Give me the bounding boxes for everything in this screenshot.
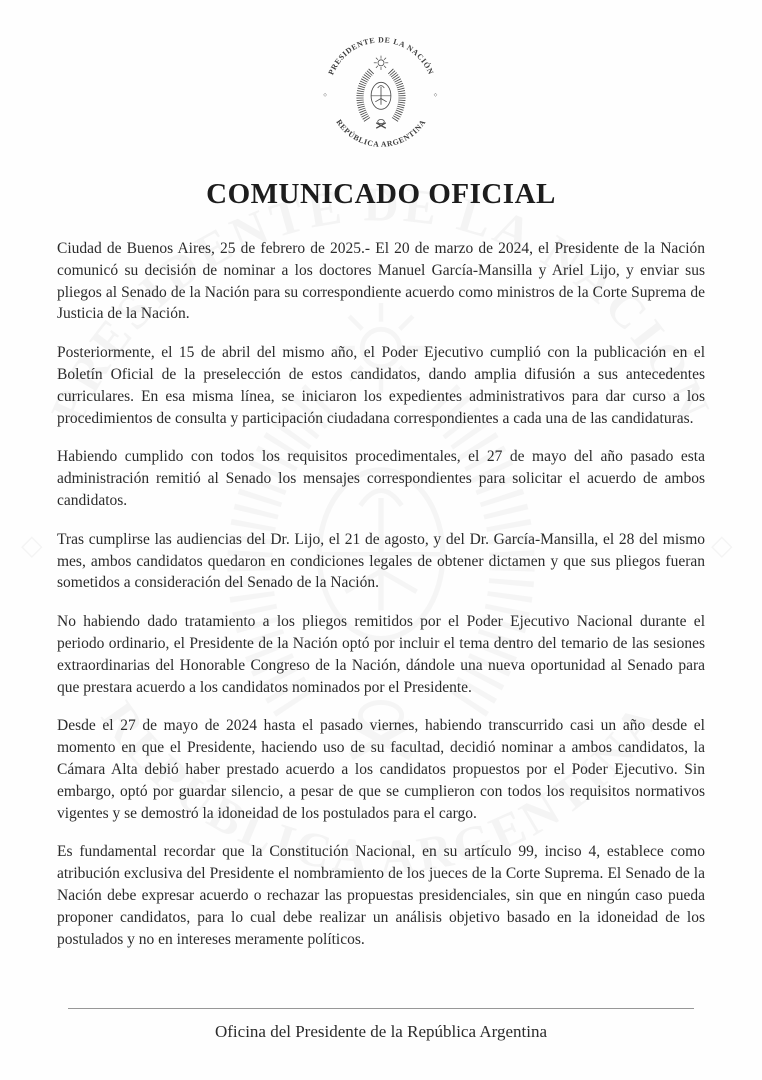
presidential-seal — [321, 34, 441, 154]
page-title: COMUNICADO OFICIAL — [206, 178, 556, 210]
communique-body — [57, 238, 705, 950]
paragraph-1: Ciudad de Buenos Aires, 25 de febrero de 2025.- El 20 de marzo de 2024, el Presidente de la Nación comunicó su decisión de nominar a los doctores Manuel García-Mansilla y Ariel Lijo, y enviar sus pliegos al Senado de la Nación para su correspondiente acuerdo como ministros de la Corte Suprema de Justicia de la Nación. — [57, 240, 705, 323]
paragraph-5: No habiendo dado tratamiento a los pliegos remitidos por el Poder Ejecutivo Nacional durante el periodo ordinario, el Presidente de la Nación optó por incluir el tema dentro del temario de las sesiones extraordinarias del Honorable Congreso de la Nación, dándole una nueva oportunidad al Senado para que prestara acuerdo a los candidatos nominados por el Presidente. — [57, 613, 705, 696]
paragraph-7: Es fundamental recordar que la Constitución Nacional, en su artículo 99, inciso 4, establece como atribución exclusiva del Presidente el nombramiento de los jueces de la Corte Suprema. El Senado de la Nación debe expresar acuerdo o rechazar las propuestas presidenciales, sin que en ningún caso pueda proponer candidatos, para lo cual debe realizar un análisis objetivo basado en la idoneidad de los postulados y no en intereses meramente políticos. — [57, 843, 705, 948]
header — [0, 0, 762, 159]
footer-signature: Oficina del Presidente de la República Argentina — [68, 1008, 694, 1042]
paragraph-2: Posteriormente, el 15 de abril del mismo año, el Poder Ejecutivo cumplió con la publicación en el Boletín Oficial de la preselección de estos candidatos, dando amplia difusión a sus antecedentes curriculares. En esa misma línea, se iniciaron los expedientes administrativos para dar curso a los procedimientos de consulta y participación ciudadana correspondientes a cada una de las candidaturas. — [57, 344, 705, 427]
paragraph-6: Desde el 27 de mayo de 2024 hasta el pasado viernes, habiendo transcurrido casi un año desde el momento en que el Presidente, haciendo uso de su facultad, decidió nominar a ambos candidatos, la Cámara Alta debió haber prestado acuerdo a los candidatos propuestos por el Poder Ejecutivo. Sin embargo, optó por guardar silencio, a pesar de que se cumplieron con todos los requisitos normativos vigentes y se demostró la idoneidad de los postulados para el cargo. — [57, 717, 705, 822]
paragraph-4: Tras cumplirse las audiencias del Dr. Lijo, el 21 de agosto, y del Dr. García-Mansilla, el 28 del mismo mes, ambos candidatos quedaron en condiciones legales de obtener dictamen y que sus pliegos fueran sometidos a consideración del Senado de la Nación. — [57, 530, 705, 592]
paragraph-3: Habiendo cumplido con todos los requisitos procedimentales, el 27 de mayo del año pasado esta administración remitió al Senado los mensajes correspondientes para solicitar el acuerdo de ambos candidatos. — [57, 448, 705, 509]
